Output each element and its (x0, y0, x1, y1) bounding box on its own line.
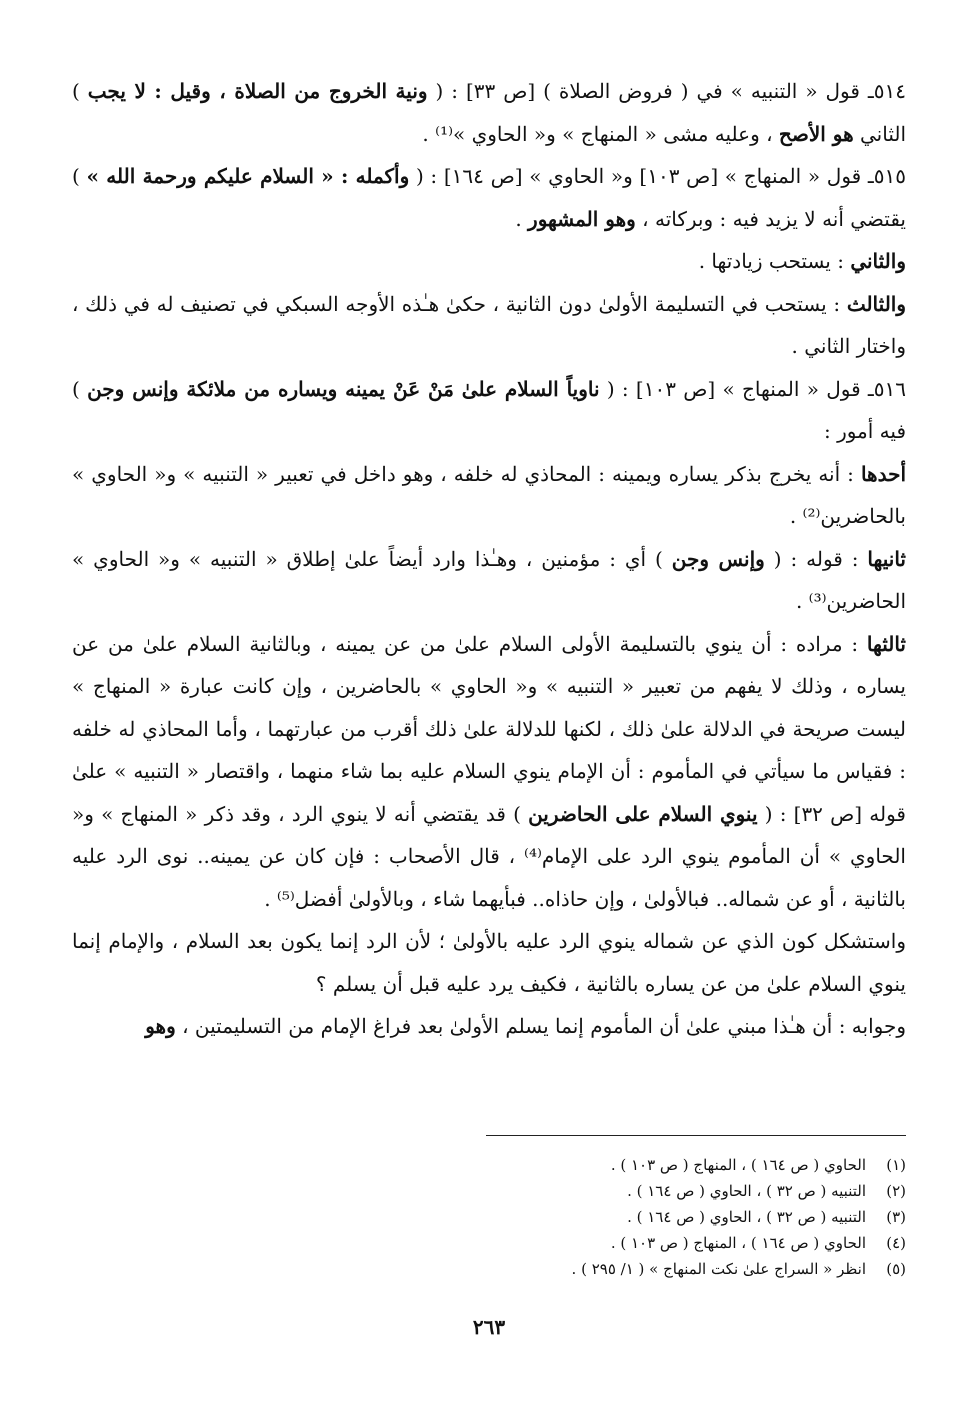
text-segment: ، وعليه مشى « المنهاج » و« الحاوي »⁽¹⁾ . (422, 121, 779, 146)
paragraph-516 (72, 368, 906, 453)
bold-text-segment: والثاني (850, 249, 906, 273)
footnote-number: (١) (886, 1156, 906, 1174)
text-segment: ٥١٥ـ قول « المنهاج » [ص ١٠٣] و« الحاوي » [ص ١٦٤] : ( (409, 164, 907, 188)
bold-text-segment: ثالثها (866, 631, 906, 656)
footnotes (72, 1152, 906, 1282)
text-segment: : قوله : ( (764, 546, 868, 571)
bold-text-segment: ناوياً السلام علىٰ مَنْ عَنْ يمينه ويساره من ملائكة وإنس وجن (87, 376, 600, 401)
footnote-number: (٤) (886, 1234, 906, 1252)
text-segment: ) فيه أمور : (72, 376, 906, 443)
paragraph-second-opinion (72, 240, 906, 283)
bold-text-segment: والثالث (846, 291, 906, 316)
body-text (72, 70, 906, 1048)
paragraph-third-opinion (72, 283, 906, 368)
paragraph-514 (72, 70, 906, 155)
bold-text-segment: ثانيها (867, 546, 906, 571)
text-segment: ٥١٤ـ قول « التنبيه » في ( فروض الصلاة ) [ص ٣٣] : ( (427, 79, 906, 103)
footnote-text: انظر « السراج علىٰ نكت المنهاج » ( ١/ ٢٩٥ ) . (571, 1260, 866, 1278)
text-segment: ) الثاني (72, 79, 906, 146)
bold-text-segment: ونية الخروج من الصلاة ، وقيل : لا يجب (87, 79, 428, 103)
footnote-text: الحاوي ( ص ١٦٤ ) ، المنهاج ( ص ١٠٣ ) . (610, 1156, 866, 1174)
bold-text-segment: وهو (145, 1014, 176, 1038)
text-segment: ) يقتضي أنه لا يزيد فيه : وبركاته ، (72, 164, 906, 231)
paragraph-answer (72, 1005, 906, 1048)
text-segment: ) قد يقتضي أنه لا ينوي الرد ، وقد ذكر « المنهاج » و« الحاوي » أن المأموم ينوي الرد على الإمام⁽⁴⁾ ، قال الأصحاب : فإن كان عن يمينه.. نوى الرد عليه بالثانية ، أو عن شماله.. فبالأولىٰ ، وإن حاذاه.. فبأيهما شاء ، وبالأولىٰ أفضل⁽⁵⁾ . (72, 801, 906, 911)
text-segment: ) أي : مؤمنين ، وهـٰذا وارد أيضاً علىٰ إطلاق « التنبيه » و« الحاوي » الحاضرين⁽³⁾ . (72, 546, 906, 613)
footnote-5 (72, 1256, 906, 1282)
paragraph-515 (72, 155, 906, 240)
bold-text-segment: وإنس وجن (671, 546, 765, 571)
text-segment: واستشكل كون الذي عن شماله ينوي الرد عليه بالأولىٰ ؛ لأن الرد إنما يكون بعد السلام ، والإمام إنما ينوي السلام علىٰ من عن يساره بالثانية ، فكيف يرد عليه قبل أن يسلم ؟ (72, 929, 906, 996)
paragraph-first-point (72, 453, 906, 538)
footnote-text: الحاوي ( ص ١٦٤ ) ، المنهاج ( ص ١٠٣ ) . (610, 1234, 866, 1252)
bold-text-segment: وأكمله : « السلام عليكم ورحمة الله » (86, 164, 410, 188)
bold-text-segment: ينوي السلام على الحاضرين (528, 801, 758, 826)
text-segment: ٥١٦ـ قول « المنهاج » [ص ١٠٣] : ( (599, 376, 906, 401)
footnote-number: (٢) (886, 1182, 906, 1200)
footnote-number: (٥) (886, 1260, 906, 1278)
bold-text-segment: أحدها (860, 461, 906, 486)
footnote-text: التنبيه ( ص ٣٢ ) ، الحاوي ( ص ١٦٤ ) . (627, 1208, 866, 1226)
text-segment: : يستحب زيادتها . (698, 249, 851, 273)
paragraph-objection (72, 920, 906, 1005)
paragraph-third-point (72, 623, 906, 921)
footnote-2 (72, 1178, 906, 1204)
footnote-3 (72, 1204, 906, 1230)
book-page (72, 70, 906, 1390)
footnote-text: التنبيه ( ص ٣٢ ) ، الحاوي ( ص ١٦٤ ) . (627, 1182, 866, 1200)
bold-text-segment: وهو المشهور (528, 206, 636, 231)
footnote-4 (72, 1230, 906, 1256)
footnote-number: (٣) (886, 1208, 906, 1226)
footnote-divider (486, 1135, 906, 1136)
text-segment: وجوابه : أن هـٰذا مبني علىٰ أن المأموم إنما يسلم الأولىٰ بعد فراغ الإمام من التسليمتين ، (175, 1014, 906, 1038)
page-number: ٢٦٣ (472, 1315, 506, 1339)
bold-text-segment: هو الأصح (778, 121, 854, 146)
text-segment: : مراده : أن ينوي بالتسليمة الأولى السلام علىٰ من عن يمينه ، وبالثانية السلام علىٰ من عن يساره ، وذلك لا يفهم من تعبير « التنبيه » و« الحاوي » بالحاضرين ، وإن كانت عبارة « المنهاج » ليست صريحة في الدلالة علىٰ ذلك ، لكنها للدلالة علىٰ ذلك أقرب من عبارتهما ، وأما المحاذي له خلفه : فقياس ما سيأتي في المأموم : أن الإمام ينوي السلام عليه بما شاء منهما ، واقتصار « التنبيه » علىٰ قوله [ص ٣٢] : ( (72, 631, 906, 826)
footnote-1 (72, 1152, 906, 1178)
text-segment: : يستحب في التسليمة الأولىٰ دون الثانية ، حكىٰ هـٰذه الأوجه السبكي في تصنيف له في ذلك ، واختار الثاني . (72, 291, 906, 358)
text-segment: . (515, 206, 529, 231)
text-segment: : أنه يخرج بذكر يساره ويمينه : المحاذي له خلفه ، وهو داخل في تعبير « التنبيه » و« الحاوي » بالحاضرين⁽²⁾ . (72, 461, 906, 528)
paragraph-second-point (72, 538, 906, 623)
